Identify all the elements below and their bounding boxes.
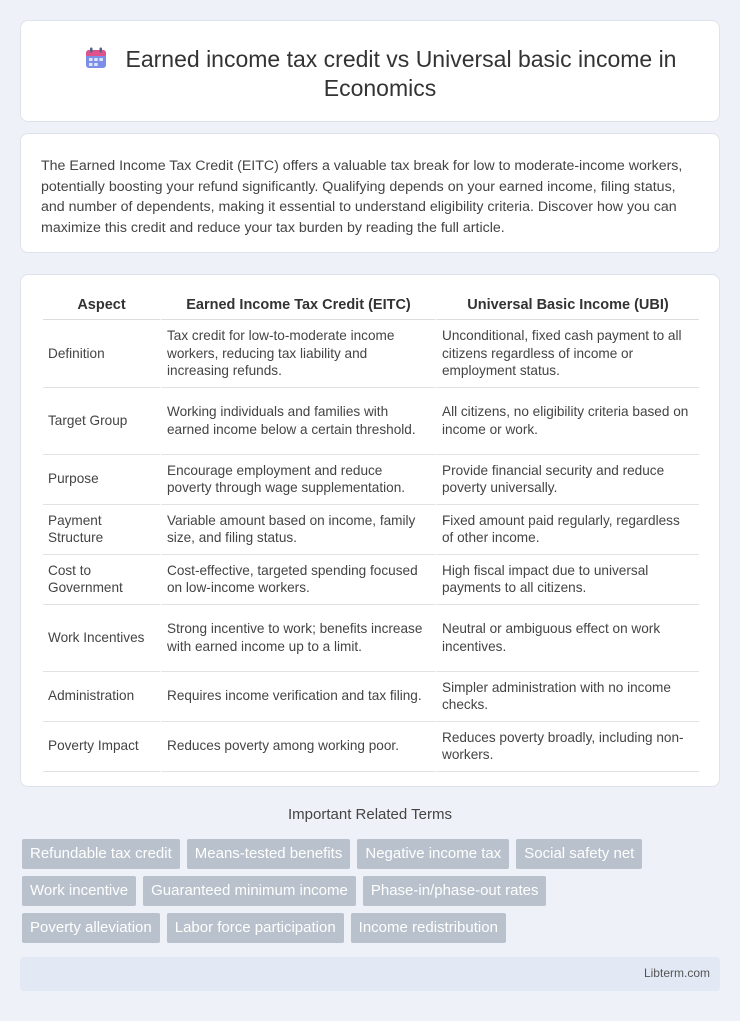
comparison-table [43, 295, 699, 772]
header-ubi: Universal Basic Income (UBI) [435, 295, 699, 320]
footer [20, 957, 720, 991]
row-aspect: Poverty Impact [43, 722, 160, 772]
page-title: Earned income tax credit vs Universal basic income in Economics [125, 46, 677, 101]
row-ubi: Neutral or ambiguous effect on work incentives. [435, 605, 699, 672]
row-eitc: Reduces poverty among working poor. [160, 722, 435, 772]
calendar-icon [84, 46, 108, 70]
tag-poverty-alleviation[interactable]: Poverty alleviation [22, 913, 160, 943]
related-terms-list [22, 839, 722, 950]
tag-social-safety-net[interactable]: Social safety net [516, 839, 642, 869]
table-row [43, 455, 699, 505]
row-eitc: Cost-effective, targeted spending focused on low-income workers. [160, 555, 435, 605]
row-eitc: Strong incentive to work; benefits increase with earned income up to a limit. [160, 605, 435, 672]
row-aspect: Purpose [43, 455, 160, 505]
row-eitc: Encourage employment and reduce poverty through wage supplementation. [160, 455, 435, 505]
row-eitc: Working individuals and families with earned income below a certain threshold. [160, 388, 435, 455]
tag-phase-in-phase-out-rates[interactable]: Phase-in/phase-out rates [363, 876, 547, 906]
row-aspect: Cost to Government [43, 555, 160, 605]
related-terms-heading: Important Related Terms [288, 806, 452, 823]
row-ubi: High fiscal impact due to universal payments to all citizens. [435, 555, 699, 605]
row-ubi: Fixed amount paid regularly, regardless of other income. [435, 505, 699, 555]
table-header-row [43, 295, 699, 320]
tag-refundable-tax-credit[interactable]: Refundable tax credit [22, 839, 180, 869]
row-aspect: Administration [43, 672, 160, 722]
table-row [43, 320, 699, 388]
title-card [20, 20, 720, 122]
title-wrap [61, 45, 699, 103]
intro-card [20, 133, 720, 253]
row-ubi: Simpler administration with no income checks. [435, 672, 699, 722]
row-ubi: Reduces poverty broadly, including non-workers. [435, 722, 699, 772]
tag-labor-force-participation[interactable]: Labor force participation [167, 913, 344, 943]
row-ubi: Unconditional, fixed cash payment to all citizens regardless of income or employment status. [435, 320, 699, 388]
tag-row [22, 876, 722, 906]
row-aspect: Work Incentives [43, 605, 160, 672]
comparison-table-card [20, 274, 720, 787]
tag-row [22, 913, 722, 943]
tag-means-tested-benefits[interactable]: Means-tested benefits [187, 839, 351, 869]
table-row [43, 605, 699, 672]
row-eitc: Requires income verification and tax filing. [160, 672, 435, 722]
tag-income-redistribution[interactable]: Income redistribution [351, 913, 506, 943]
row-aspect: Payment Structure [43, 505, 160, 555]
tag-guaranteed-minimum-income[interactable]: Guaranteed minimum income [143, 876, 356, 906]
table-row [43, 722, 699, 772]
table-row [43, 505, 699, 555]
tag-negative-income-tax[interactable]: Negative income tax [357, 839, 509, 869]
row-ubi: Provide financial security and reduce poverty universally. [435, 455, 699, 505]
row-aspect: Target Group [43, 388, 160, 455]
tag-work-incentive[interactable]: Work incentive [22, 876, 136, 906]
header-aspect: Aspect [43, 295, 160, 320]
intro-paragraph: The Earned Income Tax Credit (EITC) offers a valuable tax break for low to moderate-income workers, potentially boosting your refund significantly. Qualifying depends on your earned income, filing status, and number of dependents, making it essential to understand eligibility criteria. Discover how you can maximize this credit and reduce your tax burden by reading the full article. [41, 158, 683, 236]
table-row [43, 388, 699, 455]
row-aspect: Definition [43, 320, 160, 388]
tag-row [22, 839, 722, 869]
row-ubi: All citizens, no eligibility criteria based on income or work. [435, 388, 699, 455]
footer-site-link[interactable]: Libterm.com [643, 966, 710, 980]
table-row [43, 672, 699, 722]
row-eitc: Tax credit for low-to-moderate income workers, reducing tax liability and increasing refunds. [160, 320, 435, 388]
row-eitc: Variable amount based on income, family size, and filing status. [160, 505, 435, 555]
table-row [43, 555, 699, 605]
header-eitc: Earned Income Tax Credit (EITC) [160, 295, 435, 320]
